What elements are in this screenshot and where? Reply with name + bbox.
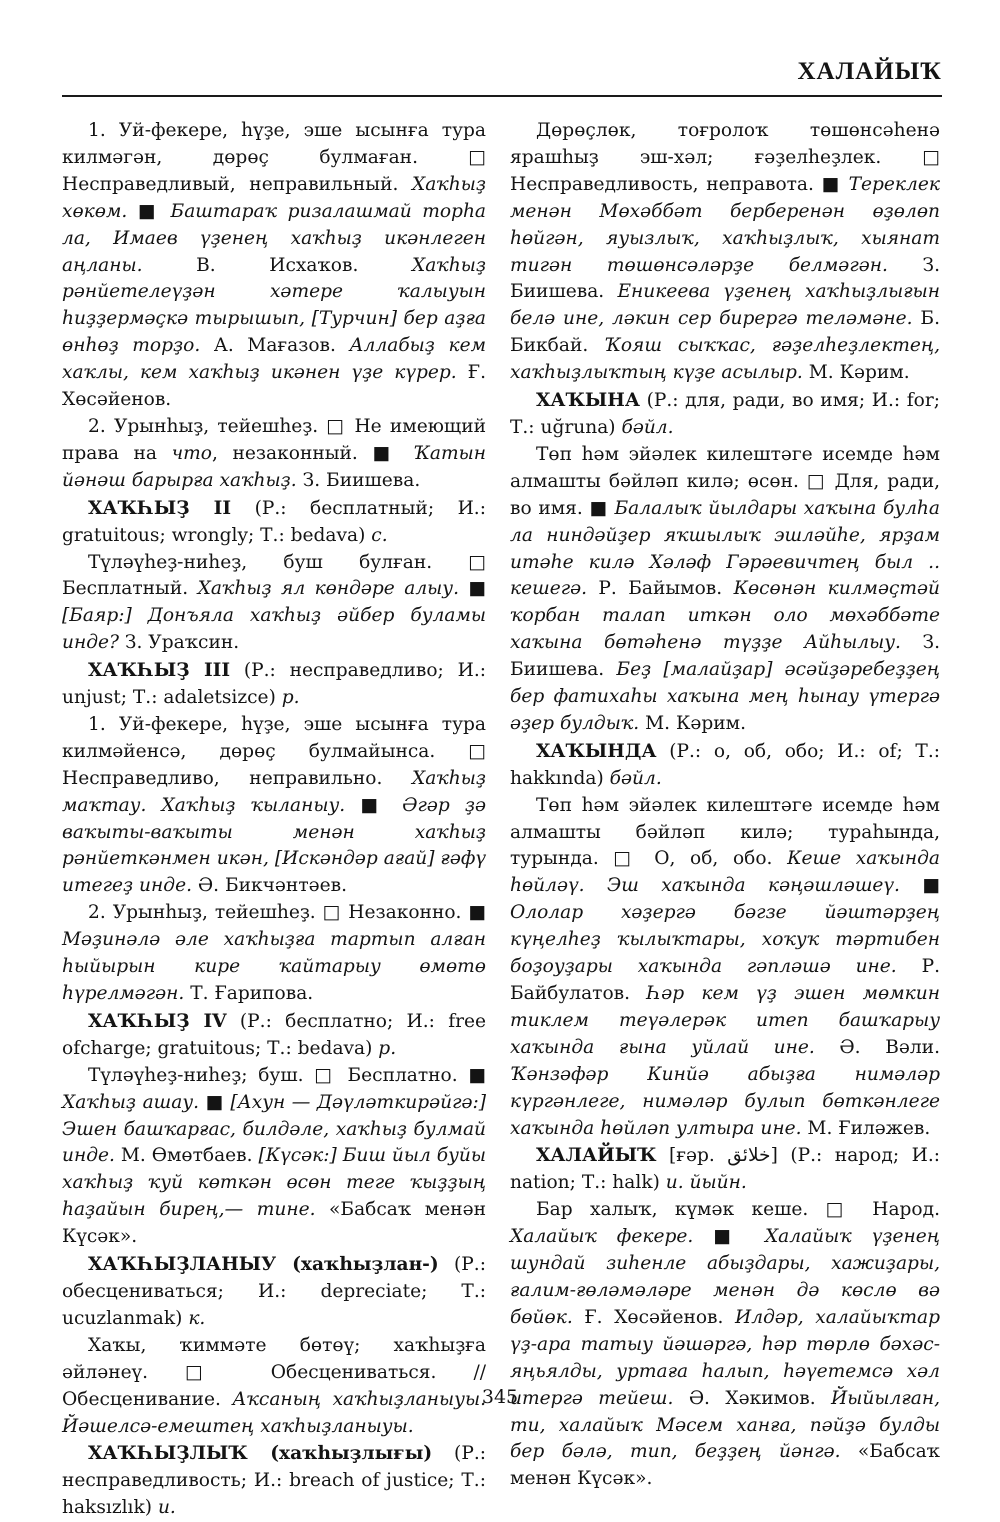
definition-text: 1. Уй-фекере, һүҙе, эше ысынға тура килмәйенсә, дөрөҫ булмайынса. □ Несправедливо, неправильно. xyxy=(62,713,486,789)
entry-head xyxy=(510,388,940,442)
citation-text: Беҙ [малайҙар] әсәйҙәребеҙҙең бер фатихаһы хаҡына мең һынау үтергә әҙер булдыҡ. xyxy=(510,659,940,734)
definition-text: 1. Уй-фекере, һүҙе, эше ысынға тура килмәгән, дөрөҫ булмаған. □ Несправедливый, неправильный. xyxy=(62,120,486,195)
citation-author: Б. Бикбай. xyxy=(510,308,940,357)
translations: (Р.: о, об, обо; И.: of; Т.: hakkında) xyxy=(510,740,940,789)
citation-author: Ғ. Хөсәйенов. xyxy=(62,362,486,411)
citation-author: З. Биишева. xyxy=(510,254,940,303)
citation-author: Ә. Хәкимов. xyxy=(673,1387,832,1409)
example-marker: ■ xyxy=(899,875,940,897)
arabic-etymon: خلائق xyxy=(727,1145,771,1167)
entry-head xyxy=(62,658,486,712)
entry-head xyxy=(62,1252,486,1333)
example-text: Хаҡһыҙ маҡтау. Хаҡһыҙ ҡыланыу. xyxy=(62,767,486,816)
definition-text: , незаконный. ■ xyxy=(212,442,414,464)
sense-paragraph xyxy=(62,1063,486,1251)
translations: ] (Р.: народ; И.: nation; Т.: halk) xyxy=(510,1145,940,1194)
citation-author: З. Биишева. xyxy=(296,469,421,491)
example-text: Хаҡһыҙ ял көндәре алыу. xyxy=(197,578,459,600)
citation-author: М. Ғиләжев. xyxy=(801,1117,931,1139)
definition-text: 2. Урынһыҙ, тейешһеҙ. □ Не имеющий права на xyxy=(62,415,486,464)
citation-author: Т. Ғарипова. xyxy=(184,983,314,1004)
example-text: Халайыҡ фекере. xyxy=(510,1226,694,1248)
headword: ХАҠҺЫҘ II xyxy=(88,497,232,519)
citation-text: Ҡатын йәнәш барырға хаҡһыҙ. xyxy=(62,442,486,491)
citation-author: Р. Байбулатов. xyxy=(510,956,940,1004)
sense-paragraph xyxy=(62,900,486,1008)
translations: (Р.: обесцениваться; И.: depreciate; Т.: ucuzlanmak) xyxy=(62,1254,486,1329)
entry-head xyxy=(62,496,486,550)
part-of-speech: и. йыйн. xyxy=(665,1172,747,1194)
citation-author: «Бабсаҡ менән Күсәк». xyxy=(510,1441,940,1490)
part-of-speech: бәйл. xyxy=(609,767,662,789)
headword: ХАҠҺЫҘЛЫҠ (хаҡһыҙлығы) xyxy=(88,1443,433,1465)
translations: (Р.: для, ради, во имя; И.: for; Т.: uğruna) xyxy=(510,390,940,438)
definition-text: Төп һәм эйәлек килештәге исемде һәм алмашты бәйләп килә; өсөн. □ Для, ради, во имя. ■ xyxy=(510,443,940,519)
part-of-speech: с. xyxy=(371,524,388,546)
citation-text: Аллабыҙ кем хаҡлы, кем хаҡһыҙ икәнен үҙе күрер. xyxy=(62,335,486,384)
citation-text: Хаҡһыҙ рәнйетелеүҙән хәтере ҡалыуын һиҙҙермәҫкә тырышып, [Турчин] бер аҙға өнһөҙ торҙо. xyxy=(62,254,486,357)
headword: ХАҠҺЫҘ IV xyxy=(88,1010,227,1032)
citation-text: [Күсәк:] Биш йыл буйы хаҡһыҙ ҡуй көткән өсөн теге ҡыҙҙың һаҙайын бирең,— тине. xyxy=(62,1145,486,1221)
entry-head xyxy=(62,1441,486,1522)
headword: ХАЛАЙЫҠ xyxy=(536,1145,657,1167)
citation-text: Тереклек менән Мөхәббәт берберенән өҙөлөп һөйгән, яуызлыҡ, хаҡһыҙлыҡ, хыянат тигән төшөнсәләрҙе белмәгән. xyxy=(510,173,940,276)
example-marker: ■ xyxy=(459,578,486,600)
header-rule xyxy=(62,95,942,97)
citation-text: Мәҙинәлә әле хаҡһыҙға тартып алған һыйырын кире ҡайтарыу өмөтө һүрелмәгән. xyxy=(62,929,486,1004)
citation-text: Әгәр ҙә ваҡыты-ваҡыты менән хаҡһыҙ рәнйеткәнмен икән, [Искәндәр ағай] ғәфү итегеҙ инде. xyxy=(62,794,487,897)
citation-text: Һәр кем үҙ эшен мөмкин тиклем теүәлерәк итеп башҡарыу хаҡында ғына уйлай ине. xyxy=(510,983,940,1058)
left-column xyxy=(62,118,486,1522)
definition-text: Түләүһеҙ-ниһеҙ; буш. □ Бесплатно. ■ xyxy=(88,1064,486,1086)
citation-text: Көсөнән килмәҫтәй ҡорбан талап иткән оло мөхәббәте хаҡына бөтәһенә түҙҙе Айһылыу. xyxy=(510,578,940,654)
sense-paragraph xyxy=(62,550,486,658)
citation-author: Р. Байымов. xyxy=(587,578,734,600)
headword: ХАҠЫНДА xyxy=(536,740,657,762)
page-number: 345 xyxy=(481,1386,519,1408)
definition-text: Дөрөҫлөк, тоғролоҡ төшөнсәһенә ярашһыҙ эш-хәл; ғәҙелһеҙлек. □ Несправедливость, неправота. ■ xyxy=(510,120,940,195)
sense-paragraph xyxy=(510,1197,940,1493)
example-text: Хаҡһыҙ хөкөм. xyxy=(62,173,486,222)
citation-author: З. Ураҡсин. xyxy=(118,632,240,654)
translations: (Р.: бесплатный; И.: gratuitous; wrongly; Т.: bedava) xyxy=(62,497,486,546)
etymology-prefix: [ғәр. xyxy=(656,1145,728,1167)
citation-text: Баштараҡ ризалашмай торһа ла, Имаев үҙенең хаҡһыҙ икәнлеген аңланы. xyxy=(62,200,487,276)
sense-paragraph xyxy=(62,118,486,414)
citation-author: А. Мағазов. xyxy=(200,335,350,357)
citation-author: М. Өмөтбаев. xyxy=(114,1145,259,1167)
translations: (Р.: несправедливо; И.: unjust; Т.: adaletsizce) xyxy=(62,660,487,709)
citation-author: М. Кәрим. xyxy=(639,712,747,734)
citation-text: Ҡояш сыҡҡас, ғәҙелһеҙлектең, хаҡһыҙлыҡтың күҙе асылыр. xyxy=(510,335,940,384)
citation-text: Ололар хәҙергә бәгзе йәштәрҙең күңелһеҙ ҡылыҡтары, хоҡуҡ тәртибен боҙоуҙары хаҡында гәпләшә ине. xyxy=(510,902,940,978)
example-marker: ■ xyxy=(345,794,403,816)
citation-author: Ғ. Хөсәйенов. xyxy=(572,1306,736,1328)
right-column xyxy=(510,118,940,1493)
example-marker: ■ xyxy=(127,200,171,222)
running-head: ХАЛАЙЫҠ xyxy=(797,58,942,85)
sense-paragraph xyxy=(62,414,486,495)
example-text: Хаҡһыҙ ашау. xyxy=(62,1091,200,1113)
part-of-speech: р. xyxy=(378,1037,397,1059)
example-text: Кеше хаҡында һөйләү. Эш хаҡында кәңәшләшеү. xyxy=(510,848,940,897)
citation-author: Ә. Бикчәнтәев. xyxy=(191,875,347,897)
citation-text: [Баяр:] Донъяла хаҡһыҙ әйбер буламы инде? xyxy=(62,605,486,654)
example-text: Аҡсаның хаҡһыҙланыуы. Йәшелсә-емештең хаҡһыҙланыуы. xyxy=(62,1388,487,1437)
part-of-speech: и. xyxy=(157,1497,176,1519)
citation-author: З. Биишева. xyxy=(510,632,941,681)
sense-paragraph xyxy=(510,793,940,1143)
sense-paragraph xyxy=(510,118,940,387)
citation-author: Ә. Вәли. xyxy=(814,1036,940,1058)
citation-text: [Ахун — Дәүләткирәйгә:] Эшен башҡарғас, билдәле, хаҡһыҙ булмай инде. xyxy=(62,1091,487,1167)
definition-text: Төп һәм эйәлек килештәге исемде һәм алмашты бәйләп килә; тураһында, турында. □ О, об, обо. xyxy=(510,794,940,870)
citation-author: М. Кәрим. xyxy=(802,362,910,384)
part-of-speech: к. xyxy=(188,1307,206,1329)
usage-note: что xyxy=(171,442,213,464)
headword: ХАҠҺЫҘ III xyxy=(88,660,231,682)
citation-text: Ҡәнзәфәр Кинйә абыҙға нимәләр күргәнлеге, нимәләр булып бөткәнлеге хаҡында һөйләп ултыра ине. xyxy=(510,1063,940,1139)
part-of-speech: р. xyxy=(281,687,300,709)
definition-text: 2. Урынһыҙ, тейешһеҙ. □ Незаконно. ■ xyxy=(88,902,486,924)
definition-text: Хаҡы, ҡиммәте бөтөү; хаҡһыҙға әйләнеү. □ Обесцениваться. // Обесценивание. xyxy=(62,1334,486,1410)
translations: (Р.: несправедливость; И.: breach of justice; Т.: haksızlık) xyxy=(62,1443,486,1519)
citation-author: «Бабсаҡ менән Күсәк». xyxy=(62,1199,486,1248)
citation-text: Илдәр, халайыҡтар үҙ-ара татыу йәшәргә, һәр төрлө бәхәс-яңьялды, уртаға һалып, һәүетемсә хәл итергә тейеш. xyxy=(510,1306,940,1409)
definition-text: Бар халыҡ, күмәк кеше. □ Народ. xyxy=(536,1199,940,1221)
sense-paragraph xyxy=(62,712,486,900)
citation-text: Балалыҡ йылдары хаҡына булһа ла ниндәйҙер яҡшылыҡ эшләйһе, ярҙам итәһе килә Хәләф Гәрәевичтең был .. кешегә. xyxy=(510,497,940,600)
headword: ХАҠЫНА xyxy=(536,390,640,412)
example-marker: ■ xyxy=(693,1226,765,1248)
entry-head xyxy=(62,1009,486,1063)
headword: ХАҠҺЫҘЛАНЫУ (хаҡһыҙлан-) xyxy=(88,1254,439,1276)
sense-paragraph xyxy=(510,442,940,738)
entry-head xyxy=(510,1143,940,1197)
part-of-speech: бәйл. xyxy=(621,416,674,438)
citation-text: Йыйылған, ти, халайыҡ Мәсем ханға, пәйҙә булды бер бәлә, тип, беҙҙең йәнгә. xyxy=(510,1387,940,1463)
citation-text: Еникеева үҙенең хаҡһыҙлығын белә ине, ләкин сер бирергә теләмәне. xyxy=(510,281,940,330)
definition-text: Түләүһеҙ-ниһеҙ, буш булған. □ Бесплатный. xyxy=(62,551,486,600)
citation-author: В. Исхаҡов. xyxy=(142,254,412,276)
translations: (Р.: бесплатно; И.: free ofcharge; gratuitous; Т.: bedava) xyxy=(62,1010,486,1059)
example-marker: ■ xyxy=(199,1091,231,1113)
entry-head xyxy=(510,739,940,793)
citation-text: Халайыҡ үҙенең шундай зиһенле абыҙдары, хажиҙары, ғалим-ғөләмәләре менән дә көслө вә бөйөк. xyxy=(510,1226,940,1328)
